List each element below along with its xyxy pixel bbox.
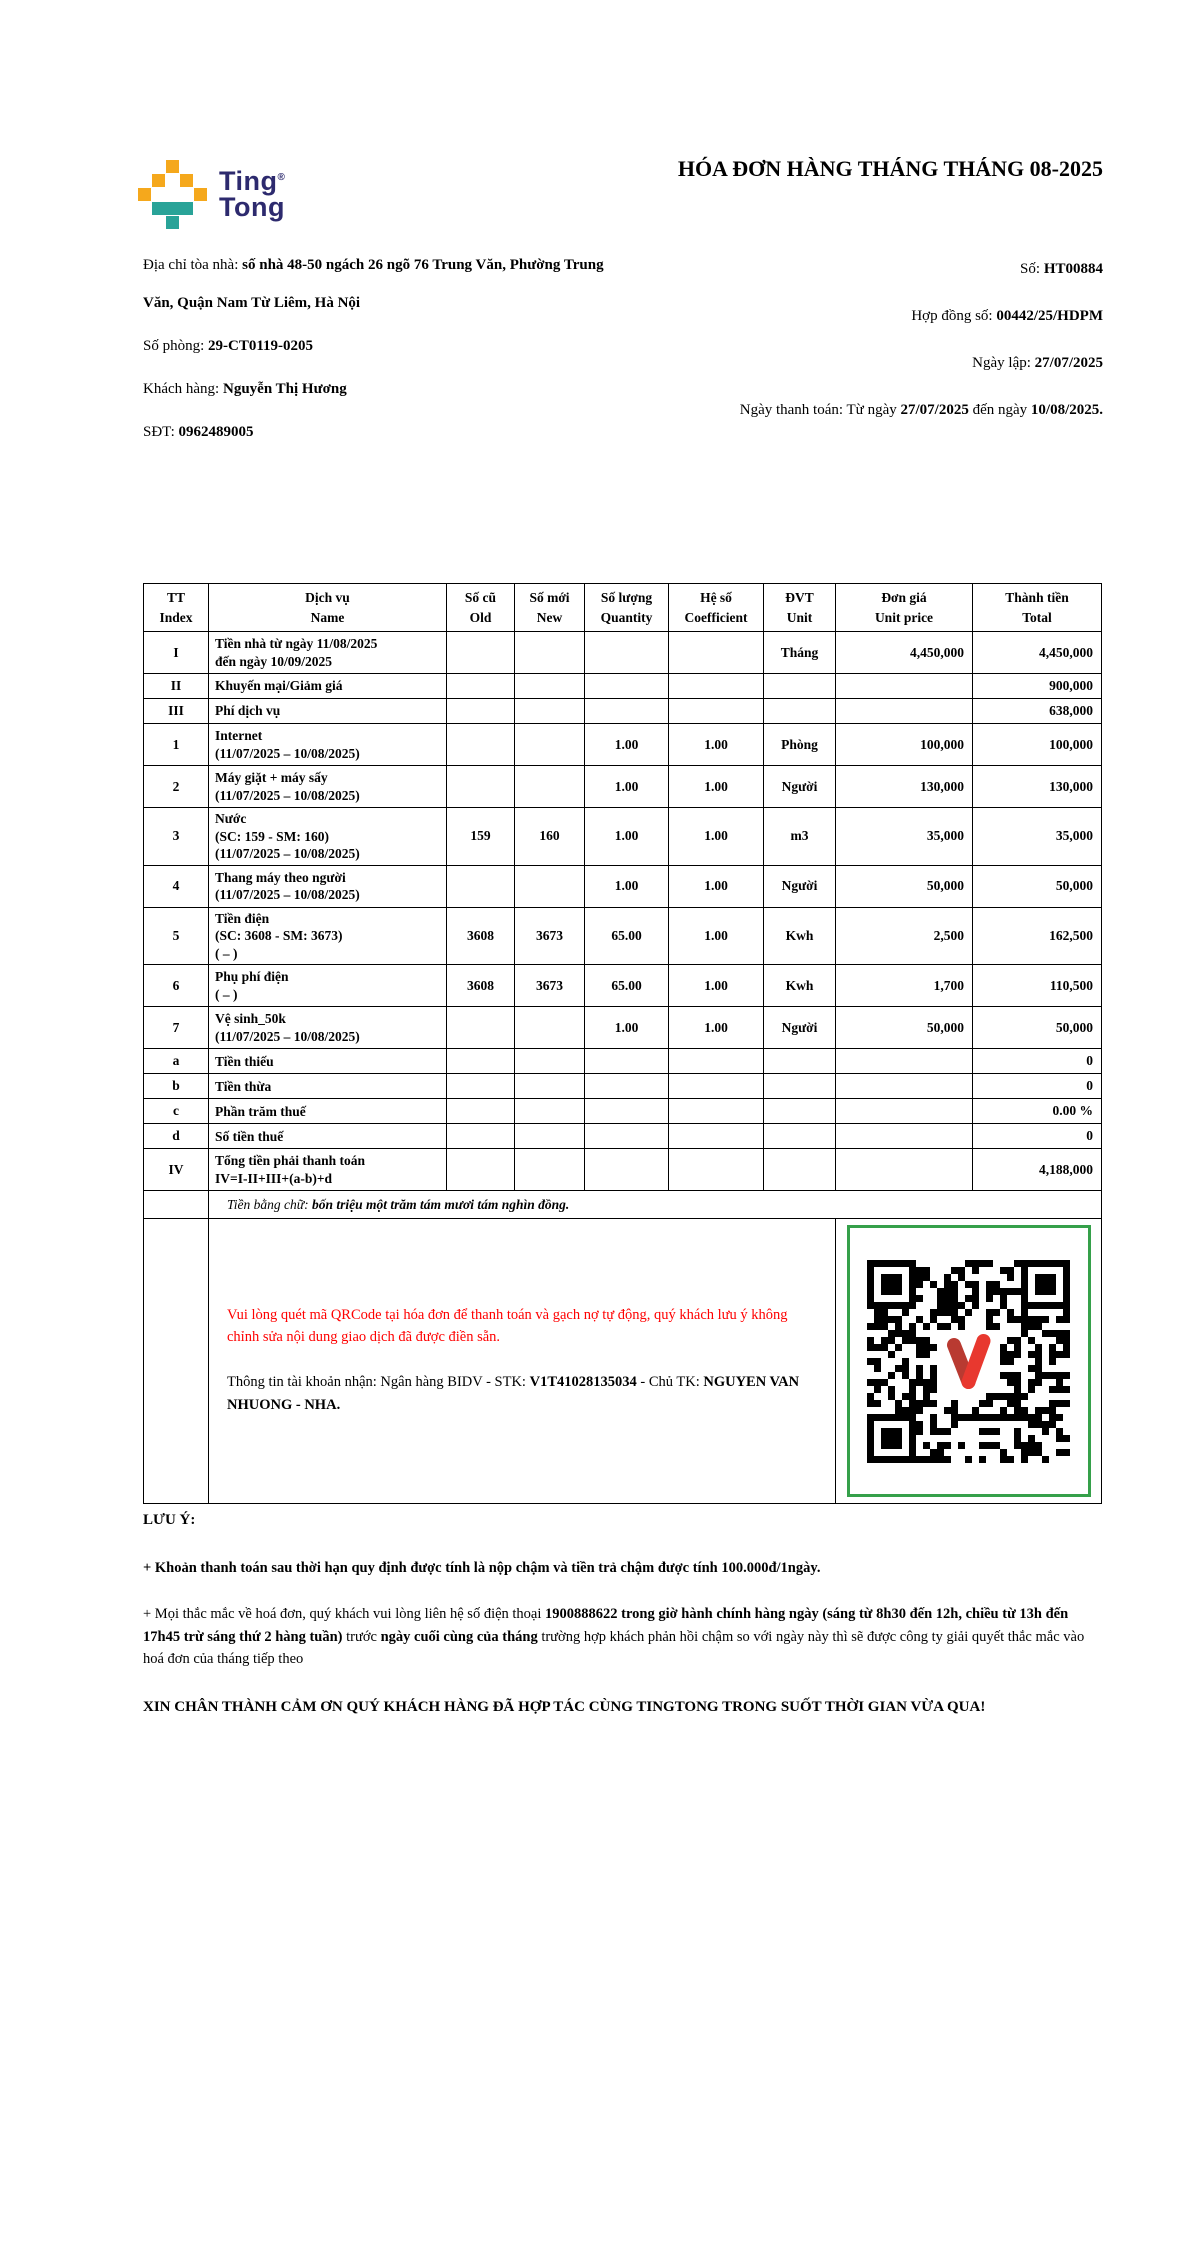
text-run: Khách hàng: bbox=[143, 381, 223, 397]
text-run: 0962489005 bbox=[178, 424, 254, 440]
cell-unit bbox=[764, 1149, 836, 1191]
cell-old-reading bbox=[447, 1149, 515, 1191]
cell-quantity bbox=[585, 699, 669, 724]
cell-quantity bbox=[585, 1074, 669, 1099]
cell-coefficient: 1.00 bbox=[669, 965, 764, 1007]
cell-new-reading: 3673 bbox=[515, 965, 585, 1007]
text-run: số nhà 48-50 ngách 26 ngõ 76 Trung Văn, Phường Trung Văn, Quận Nam Từ Liêm, Hà Nội bbox=[143, 257, 604, 311]
table-row bbox=[144, 766, 1102, 808]
column-header: Số lượng Quantity bbox=[585, 584, 669, 632]
text-run: Thông tin tài khoản nhận: Ngân hàng BIDV - STK: bbox=[227, 1373, 530, 1390]
table-row bbox=[144, 1007, 1102, 1049]
logo-text-ting: Ting® bbox=[219, 165, 286, 196]
cell-unit-price: 4,450,000 bbox=[836, 632, 973, 674]
table-row bbox=[144, 808, 1102, 866]
table-row bbox=[144, 1074, 1102, 1099]
payment-instructions bbox=[209, 1219, 836, 1504]
table-row bbox=[144, 907, 1102, 965]
cell-quantity: 1.00 bbox=[585, 724, 669, 766]
cell-quantity bbox=[585, 674, 669, 699]
cell-service-name: Tiền điện (SC: 3608 - SM: 3673) ( – ) bbox=[209, 907, 447, 965]
logo-pixel bbox=[152, 174, 165, 187]
text-run: Ngày thanh toán: Từ ngày bbox=[739, 402, 901, 418]
column-header: Đơn giá Unit price bbox=[836, 584, 973, 632]
text-run: 29-CT0119-0205 bbox=[208, 338, 314, 354]
cell-index: 7 bbox=[144, 1007, 209, 1049]
customer-name bbox=[143, 370, 623, 408]
notes-heading: LƯU Ý: bbox=[143, 1512, 196, 1528]
cell-unit: Phòng bbox=[764, 724, 836, 766]
cell-unit-price bbox=[836, 1049, 973, 1074]
cell-index: b bbox=[144, 1074, 209, 1099]
cell-unit-price bbox=[836, 1124, 973, 1149]
cell-index: a bbox=[144, 1049, 209, 1074]
cell-old-reading: 3608 bbox=[447, 907, 515, 965]
table-row bbox=[144, 632, 1102, 674]
cell-quantity: 1.00 bbox=[585, 766, 669, 808]
logo-pixel bbox=[138, 188, 151, 201]
table-row bbox=[144, 1124, 1102, 1149]
cell-coefficient bbox=[669, 1149, 764, 1191]
cell-coefficient bbox=[669, 1099, 764, 1124]
cell-unit: Người bbox=[764, 1007, 836, 1049]
cell-coefficient bbox=[669, 699, 764, 724]
cell-quantity bbox=[585, 1124, 669, 1149]
cell-total: 4,188,000 bbox=[973, 1149, 1102, 1191]
cell-index: 6 bbox=[144, 965, 209, 1007]
invoice-title: HÓA ĐƠN HÀNG THÁNG THÁNG 08-2025 bbox=[677, 156, 1103, 181]
qr-payment-row bbox=[144, 1219, 1102, 1504]
cell-total: 638,000 bbox=[973, 699, 1102, 724]
text-run: 27/07/2025 bbox=[900, 402, 969, 418]
contract-number bbox=[600, 297, 1103, 335]
note-contact-hotline bbox=[143, 1603, 1105, 1670]
table-row bbox=[144, 674, 1102, 699]
cell-service-name: Khuyến mại/Giảm giá bbox=[209, 674, 447, 699]
cell-coefficient bbox=[669, 1074, 764, 1099]
qr-code bbox=[867, 1260, 1070, 1463]
cell-unit-price: 130,000 bbox=[836, 766, 973, 808]
text-run: . bbox=[336, 1397, 341, 1414]
cell-coefficient bbox=[669, 1049, 764, 1074]
cell-new-reading bbox=[515, 865, 585, 907]
cell-unit bbox=[764, 674, 836, 699]
column-header: ĐVT Unit bbox=[764, 584, 836, 632]
invoice-table bbox=[143, 583, 1102, 1504]
cell-old-reading: 159 bbox=[447, 808, 515, 866]
cell-old-reading bbox=[447, 1099, 515, 1124]
logo-pixel bbox=[152, 202, 193, 215]
cell-unit bbox=[764, 1049, 836, 1074]
cell-quantity bbox=[585, 1099, 669, 1124]
logo-text-tong: Tong bbox=[219, 191, 285, 222]
cell-index: 2 bbox=[144, 766, 209, 808]
bank-account-info bbox=[227, 1371, 823, 1417]
building-address bbox=[143, 246, 623, 322]
cell-new-reading bbox=[515, 1049, 585, 1074]
qr-code-frame bbox=[847, 1225, 1091, 1497]
cell-new-reading bbox=[515, 1007, 585, 1049]
cell-quantity bbox=[585, 1049, 669, 1074]
cell-index: 3 bbox=[144, 808, 209, 866]
text-run: HT00884 bbox=[1043, 261, 1103, 277]
table-row bbox=[144, 965, 1102, 1007]
logo-pixel bbox=[180, 174, 193, 187]
cell-new-reading: 160 bbox=[515, 808, 585, 866]
cell-index: 1 bbox=[144, 724, 209, 766]
cell-quantity bbox=[585, 1149, 669, 1191]
column-header: Số mới New bbox=[515, 584, 585, 632]
cell-old-reading bbox=[447, 1074, 515, 1099]
cell-service-name: Phí dịch vụ bbox=[209, 699, 447, 724]
text-run: 10/08/2025. bbox=[1030, 402, 1103, 418]
cell-unit-price: 35,000 bbox=[836, 808, 973, 866]
amount-in-words-row bbox=[144, 1191, 1102, 1219]
cell-unit-price: 100,000 bbox=[836, 724, 973, 766]
footer-notes bbox=[143, 1512, 1105, 1719]
cell-service-name: Vệ sinh_50k (11/07/2025 – 10/08/2025) bbox=[209, 1007, 447, 1049]
logo-pixel bbox=[166, 216, 179, 229]
cell-total: 130,000 bbox=[973, 766, 1102, 808]
cell-index bbox=[144, 1219, 209, 1504]
cell-total: 0 bbox=[973, 1124, 1102, 1149]
cell-new-reading bbox=[515, 674, 585, 699]
cell-total: 50,000 bbox=[973, 1007, 1102, 1049]
qr-scan-note: Vui lòng quét mã QRCode tại hóa đơn để thanh toán và gạch nợ tự động, quý khách lưu ý không chỉnh sửa nội dung giao dịch đã được điền sẵn. bbox=[227, 1307, 788, 1346]
table-row bbox=[144, 1049, 1102, 1074]
cell-index bbox=[144, 1191, 209, 1219]
cell-coefficient: 1.00 bbox=[669, 724, 764, 766]
cell-unit bbox=[764, 1074, 836, 1099]
text-run: trong giờ hành chính hàng ngày (sáng từ 8h30 đến 12h, chiều từ 13h đến 17h45 trừ sáng thứ 2 hàng tuần) bbox=[143, 1606, 1069, 1645]
cell-index: II bbox=[144, 674, 209, 699]
note-late-payment bbox=[143, 1557, 1105, 1579]
cell-unit: Người bbox=[764, 766, 836, 808]
cell-service-name: Phần trăm thuế bbox=[209, 1099, 447, 1124]
cell-total: 110,500 bbox=[973, 965, 1102, 1007]
cell-unit bbox=[764, 1099, 836, 1124]
cell-coefficient: 1.00 bbox=[669, 1007, 764, 1049]
table-row bbox=[144, 699, 1102, 724]
cell-unit-price bbox=[836, 1149, 973, 1191]
cell-total: 100,000 bbox=[973, 724, 1102, 766]
cell-total: 0.00 % bbox=[973, 1099, 1102, 1124]
cell-quantity: 65.00 bbox=[585, 965, 669, 1007]
cell-unit: Người bbox=[764, 865, 836, 907]
text-run: NGUYEN VAN NHUONG - NHA bbox=[227, 1373, 800, 1414]
customer-phone bbox=[143, 413, 623, 451]
text-run: Nguyễn Thị Hương bbox=[222, 381, 347, 397]
cell-index: IV bbox=[144, 1149, 209, 1191]
text-run: đến ngày bbox=[968, 402, 1031, 418]
cell-coefficient: 1.00 bbox=[669, 808, 764, 866]
cell-old-reading bbox=[447, 699, 515, 724]
text-run: Số phòng: bbox=[143, 338, 209, 354]
customer-info bbox=[143, 246, 623, 456]
cell-quantity: 1.00 bbox=[585, 1007, 669, 1049]
cell-index: I bbox=[144, 632, 209, 674]
cell-new-reading bbox=[515, 699, 585, 724]
closing-thanks: XIN CHÂN THÀNH CẢM ƠN QUÝ KHÁCH HÀNG ĐÃ HỢP TÁC CÙNG TINGTONG TRONG SUỐT THỜI GIAN VỪA QUA! bbox=[143, 1698, 986, 1715]
cell-new-reading: 3673 bbox=[515, 907, 585, 965]
text-run: trước bbox=[342, 1628, 381, 1645]
table-row bbox=[144, 1099, 1102, 1124]
logo-pixel bbox=[166, 160, 179, 173]
cell-old-reading bbox=[447, 632, 515, 674]
text-run: V1T41028135034 bbox=[529, 1373, 637, 1390]
invoice-number bbox=[600, 250, 1103, 288]
text-run: ngày cuối cùng của tháng bbox=[380, 1628, 538, 1645]
cell-coefficient: 1.00 bbox=[669, 907, 764, 965]
issue-date bbox=[600, 344, 1103, 382]
logo-wordmark bbox=[219, 165, 286, 222]
cell-index: d bbox=[144, 1124, 209, 1149]
cell-quantity: 65.00 bbox=[585, 907, 669, 965]
cell-service-name: Nước (SC: 159 - SM: 160) (11/07/2025 – 10/08/2025) bbox=[209, 808, 447, 866]
cell-old-reading bbox=[447, 1049, 515, 1074]
cell-old-reading bbox=[447, 766, 515, 808]
table-header-row bbox=[144, 584, 1102, 632]
text-run: + Mọi thắc mắc về hoá đơn, quý khách vui lòng liên hệ số điện thoại bbox=[143, 1606, 546, 1623]
cell-service-name: Phụ phí điện ( – ) bbox=[209, 965, 447, 1007]
cell-new-reading bbox=[515, 1149, 585, 1191]
cell-service-name: Thang máy theo người (11/07/2025 – 10/08/2025) bbox=[209, 865, 447, 907]
cell-total: 35,000 bbox=[973, 808, 1102, 866]
cell-unit-price bbox=[836, 699, 973, 724]
cell-new-reading bbox=[515, 1099, 585, 1124]
amount-in-words-label: Tiền bằng chữ: bbox=[227, 1196, 312, 1212]
cell-old-reading bbox=[447, 1007, 515, 1049]
room-number bbox=[143, 327, 623, 365]
cell-unit-price bbox=[836, 674, 973, 699]
table-row bbox=[144, 865, 1102, 907]
cell-unit bbox=[764, 699, 836, 724]
cell-index: 5 bbox=[144, 907, 209, 965]
cell-old-reading bbox=[447, 724, 515, 766]
cell-coefficient bbox=[669, 632, 764, 674]
cell-index: 4 bbox=[144, 865, 209, 907]
cell-unit-price: 1,700 bbox=[836, 965, 973, 1007]
cell-coefficient bbox=[669, 1124, 764, 1149]
cell-quantity bbox=[585, 632, 669, 674]
cell-old-reading bbox=[447, 674, 515, 699]
column-header: TT Index bbox=[144, 584, 209, 632]
column-header: Thành tiền Total bbox=[973, 584, 1102, 632]
cell-new-reading bbox=[515, 1074, 585, 1099]
cell-unit bbox=[764, 1124, 836, 1149]
cell-index: c bbox=[144, 1099, 209, 1124]
cell-unit-price: 50,000 bbox=[836, 1007, 973, 1049]
text-run: Địa chỉ tòa nhà: bbox=[143, 257, 243, 273]
cell-coefficient bbox=[669, 674, 764, 699]
cell-total: 50,000 bbox=[973, 865, 1102, 907]
cell-new-reading bbox=[515, 1124, 585, 1149]
text-run: 00442/25/HDPM bbox=[996, 308, 1103, 324]
column-header: Số cũ Old bbox=[447, 584, 515, 632]
text-run: Ngày lập: bbox=[972, 355, 1035, 371]
table-row bbox=[144, 1149, 1102, 1191]
qr-code-cell bbox=[836, 1219, 1102, 1504]
column-header: Dịch vụ Name bbox=[209, 584, 447, 632]
cell-unit: Kwh bbox=[764, 965, 836, 1007]
cell-unit: Tháng bbox=[764, 632, 836, 674]
cell-new-reading bbox=[515, 724, 585, 766]
amount-in-words-value: bốn triệu một trăm tám mươi tám nghìn đồng. bbox=[311, 1196, 570, 1212]
cell-old-reading bbox=[447, 1124, 515, 1149]
cell-unit-price bbox=[836, 1074, 973, 1099]
text-run: + Khoản thanh toán sau thời hạn quy định được tính là nộp chậm và tiền trả chậm được tính 100.000đ/1ngày. bbox=[143, 1560, 821, 1576]
tingtong-logo-icon bbox=[138, 160, 207, 229]
cell-unit: m3 bbox=[764, 808, 836, 866]
cell-total: 900,000 bbox=[973, 674, 1102, 699]
cell-unit-price bbox=[836, 1099, 973, 1124]
cell-old-reading bbox=[447, 865, 515, 907]
cell-new-reading bbox=[515, 766, 585, 808]
cell-unit: Kwh bbox=[764, 907, 836, 965]
cell-quantity: 1.00 bbox=[585, 808, 669, 866]
cell-service-name: Internet (11/07/2025 – 10/08/2025) bbox=[209, 724, 447, 766]
amount-in-words bbox=[209, 1191, 1102, 1219]
column-header: Hệ số Coefficient bbox=[669, 584, 764, 632]
cell-total: 0 bbox=[973, 1049, 1102, 1074]
cell-service-name: Tiền thừa bbox=[209, 1074, 447, 1099]
cell-total: 4,450,000 bbox=[973, 632, 1102, 674]
cell-unit-price: 50,000 bbox=[836, 865, 973, 907]
cell-service-name: Tiền thiếu bbox=[209, 1049, 447, 1074]
cell-total: 0 bbox=[973, 1074, 1102, 1099]
table-row bbox=[144, 724, 1102, 766]
text-run: 27/07/2025 bbox=[1034, 355, 1103, 371]
text-run: Hợp đồng số: bbox=[911, 308, 997, 324]
cell-index: III bbox=[144, 699, 209, 724]
cell-total: 162,500 bbox=[973, 907, 1102, 965]
cell-coefficient: 1.00 bbox=[669, 766, 764, 808]
cell-service-name: Máy giặt + máy sấy (11/07/2025 – 10/08/2025) bbox=[209, 766, 447, 808]
payment-period bbox=[600, 391, 1103, 429]
cell-new-reading bbox=[515, 632, 585, 674]
text-run: trường hợp khách phản hồi chậm so với ngày này thì sẽ được công ty giải quyết thắc mắc vào hoá đơn của tháng tiếp theo bbox=[143, 1628, 1085, 1668]
registered-mark: ® bbox=[277, 171, 286, 183]
text-run: SĐT: bbox=[143, 424, 179, 440]
cell-service-name: Tổng tiền phải thanh toán IV=I-II+III+(a-b)+d bbox=[209, 1149, 447, 1191]
cell-coefficient: 1.00 bbox=[669, 865, 764, 907]
logo-pixel bbox=[194, 188, 207, 201]
cell-service-name: Số tiền thuế bbox=[209, 1124, 447, 1149]
cell-service-name: Tiền nhà từ ngày 11/08/2025 đến ngày 10/09/2025 bbox=[209, 632, 447, 674]
text-run: 1900888622 bbox=[545, 1606, 618, 1623]
text-run: - Chủ TK: bbox=[636, 1373, 704, 1390]
cell-old-reading: 3608 bbox=[447, 965, 515, 1007]
invoice-meta bbox=[600, 250, 1103, 438]
tingtong-logo bbox=[138, 160, 285, 229]
cell-quantity: 1.00 bbox=[585, 865, 669, 907]
text-run: Số: bbox=[1020, 261, 1044, 277]
cell-unit-price: 2,500 bbox=[836, 907, 973, 965]
